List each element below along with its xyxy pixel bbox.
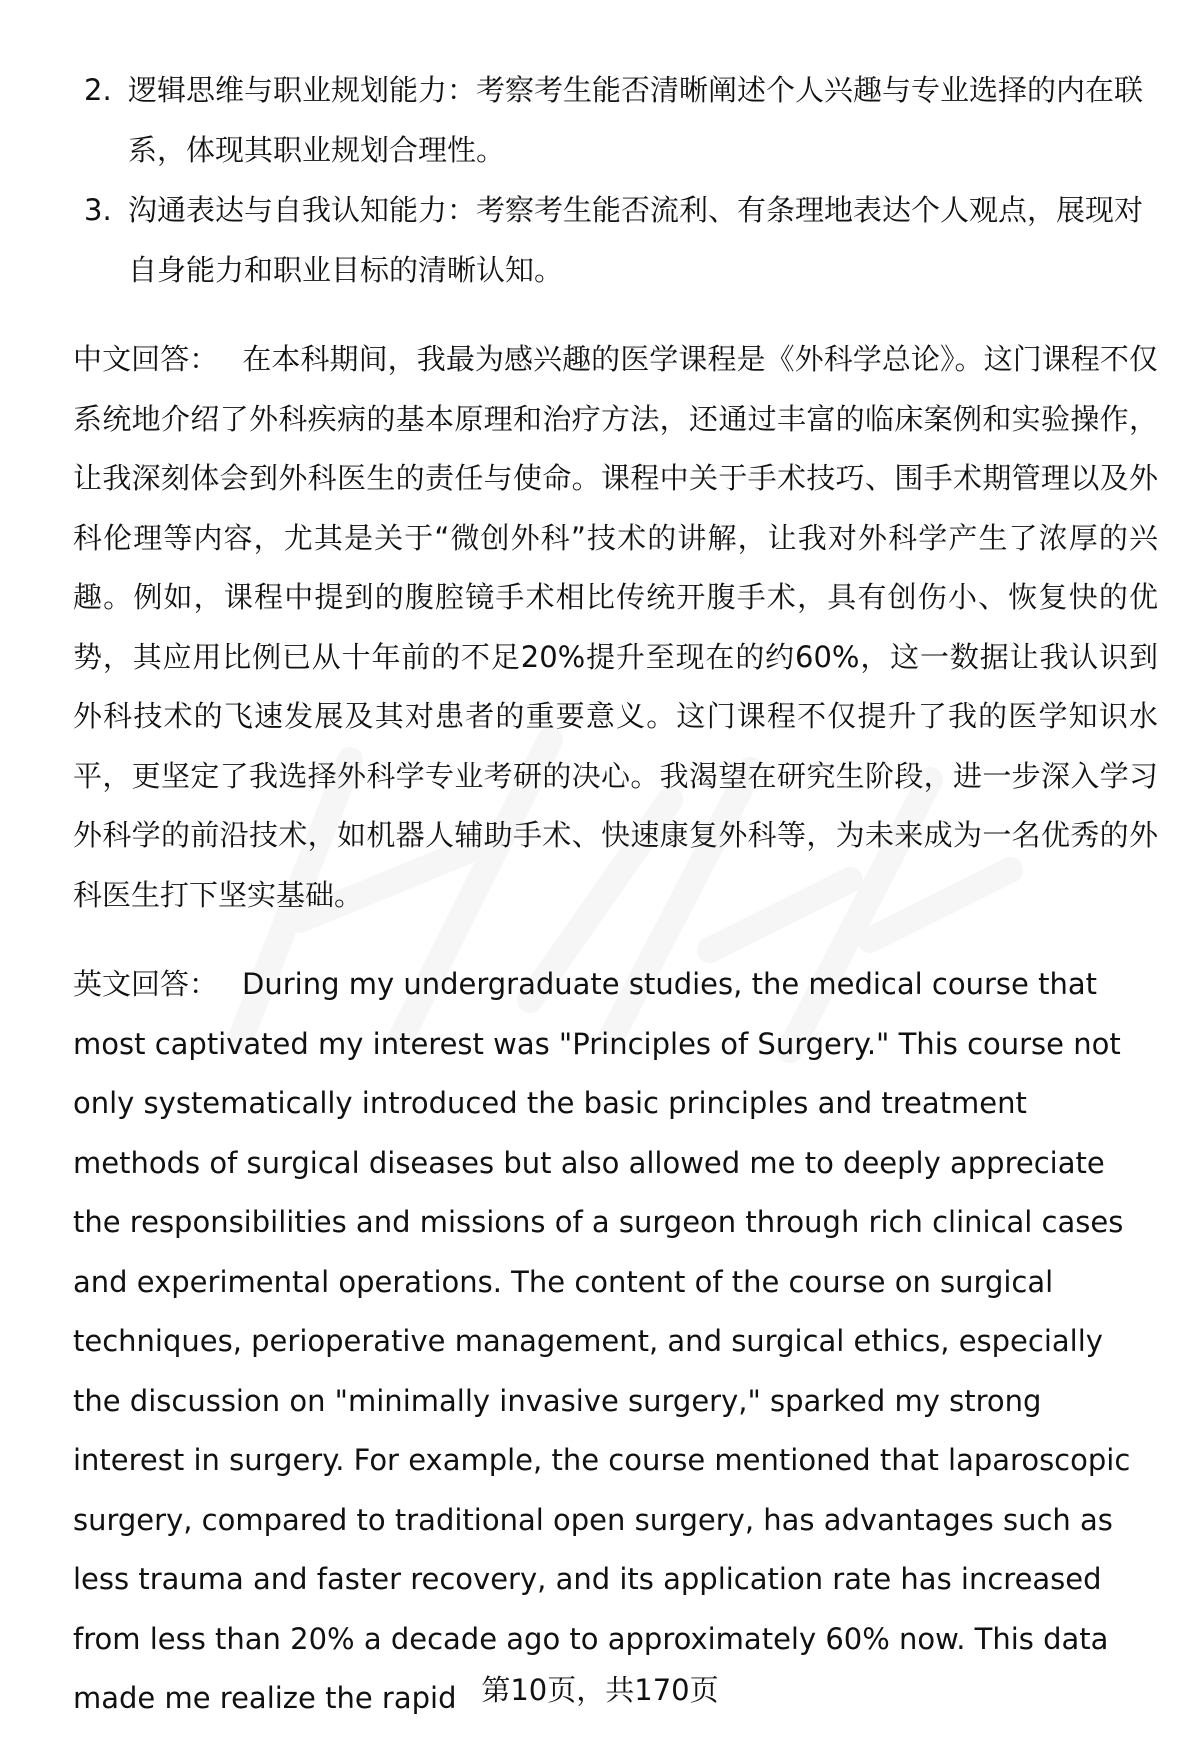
criteria-item (84, 60, 1144, 180)
criteria-number: 2. (84, 73, 112, 107)
page-number-footer: 第10页，共170页 (481, 1673, 719, 1707)
evaluation-criteria-list (84, 60, 1144, 300)
english-answer-paragraph (73, 955, 1158, 1729)
criteria-item (84, 180, 1144, 300)
chinese-answer-text: 在本科期间，我最为感兴趣的医学课程是《外科学总论》。这门课程不仅系统地介绍了外科疾病的基本原理和治疗方法，还通过丰富的临床案例和实验操作，让我深刻体会到外科医生的责任与使命。课程中关于手术技巧、围手术期管理以及外科伦理等内容，尤其是关于“微创外科”技术的讲解，让我对外科学产生了浓厚的兴趣。例如，课程中提到的腹腔镜手术相比传统开腹手术，具有创伤小、恢复快的优势，其应用比例已从十年前的不足20%提升至现在的约60%，这一数据让我认识到外科技术的飞速发展及其对患者的重要意义。这门课程不仅提升了我的医学知识水平，更坚定了我选择外科学专业考研的决心。我渴望在研究生阶段，进一步深入学习外科学的前沿技术，如机器人辅助手术、快速康复外科等，为未来成为一名优秀的外科医生打下坚实基础。 (73, 342, 1158, 912)
english-answer-label: 英文回答： (73, 967, 219, 1001)
criteria-text: 逻辑思维与职业规划能力：考察考生能否清晰阐述个人兴趣与专业选择的内在联系，体现其职业规划合理性。 (128, 73, 1144, 167)
criteria-number: 3. (84, 193, 112, 227)
chinese-answer-paragraph (73, 330, 1158, 925)
english-answer-text: During my undergraduate studies, the medical course that most captivated my interest was "Principles of Surgery." This course not only systematically introduced the basic principles and treatment methods of surgical diseases but also allowed me to deeply appreciate the responsibilities and missions of a surgeon through rich clinical cases and experimental operations. The content of the course on surgical techniques, perioperative management, and surgical ethics, especially the discussion on "minimally invasive surgery," sparked my strong interest in surgery. For example, the course mentioned that laparoscopic surgery, compared to traditional open surgery, has advantages such as less trauma and faster recovery, and its application rate has increased from less than 20% a decade ago to approximately 60% now. This data made me realize the rapid (73, 967, 1131, 1715)
chinese-answer-label: 中文回答： (73, 342, 219, 376)
criteria-text: 沟通表达与自我认知能力：考察考生能否流利、有条理地表达个人观点，展现对自身能力和职业目标的清晰认知。 (128, 193, 1144, 287)
